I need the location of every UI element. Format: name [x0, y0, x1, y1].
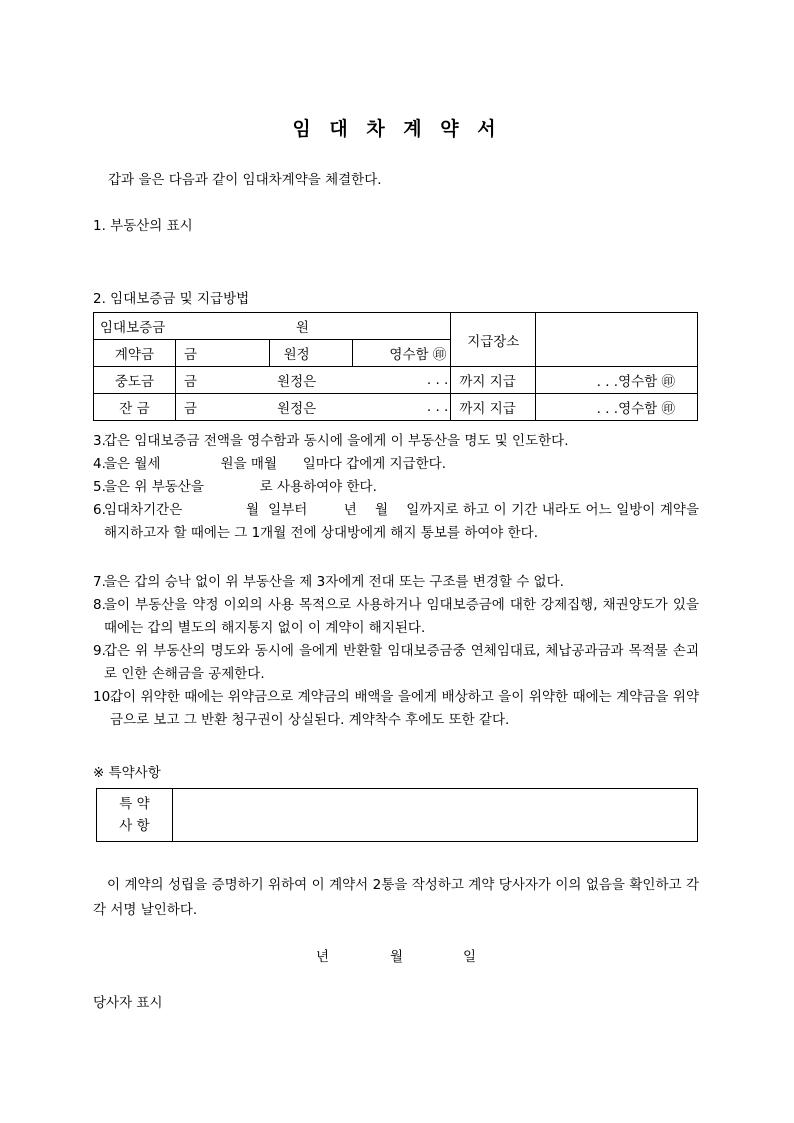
interim-geum: 금 [175, 367, 269, 394]
intro-text: 갑과 을은 다음과 같이 임대차계약을 체결한다. [108, 172, 382, 188]
clause-text: 갑은 임대보증금 전액을 영수함과 동시에 을에게 이 부동산을 명도 및 인도한다. [104, 433, 569, 449]
deposit-label: 임대보증금 [100, 320, 166, 336]
clause-text: 을은 갑의 승낙 없이 위 부동산을 제 3자에게 전대 또는 구조를 변경할 수 없다. [104, 574, 564, 590]
parties-heading: 당사자 표시 [93, 995, 163, 1011]
deposit-amount-cell [94, 313, 451, 340]
interim-until-pay: 까지 지급 [451, 367, 536, 394]
down-payment-won: 원정 [269, 340, 353, 367]
interim-date: . . . [353, 367, 451, 394]
special-terms-table [96, 788, 698, 842]
interim-payment-label: 중도금 [94, 367, 176, 394]
clause-8 [93, 594, 699, 640]
down-payment-label: 계약금 [94, 340, 176, 367]
clause-6 [93, 499, 704, 545]
clause-text: 갑이 위약한 때에는 위약금으로 계약금의 배액을 을에게 배상하고 을이 위약한 때에는 계약금을 위약금으로 보고 그 반환 청구권이 상실된다. 계약착수 후에도 또한 같다. [110, 689, 699, 728]
document-title: 임 대 차 계 약 서 [292, 118, 502, 140]
clause-4 [93, 453, 699, 476]
clause-9 [93, 640, 699, 686]
special-terms-heading: ※ 특약사항 [93, 765, 161, 781]
clause-text: 을이 부동산을 약정 이외의 사용 목적으로 사용하거나 임대보증금에 대한 강제집행, 채권양도가 있을 때에는 갑의 별도의 해지통지 없이 이 계약이 해지된다. [104, 597, 699, 636]
payment-place-label: 지급장소 [451, 313, 536, 367]
deposit-won: 원 [295, 320, 309, 336]
special-terms-content[interactable] [172, 789, 697, 842]
balance-payment-label: 잔 금 [94, 394, 176, 421]
clause-number: 7. [93, 574, 106, 590]
special-terms-label-line2: 사 항 [119, 818, 150, 834]
special-terms-label [97, 789, 173, 842]
balance-until-pay: 까지 지급 [451, 394, 536, 421]
deposit-table [93, 312, 698, 421]
date-day: 일 [463, 949, 477, 965]
section-property-heading: 1. 부동산의 표시 [93, 218, 193, 234]
clause-number: 9. [93, 643, 106, 659]
special-terms-label-line1: 특 약 [119, 796, 150, 812]
clause-5 [93, 476, 699, 499]
clause-number: 10. [93, 689, 115, 705]
clause-number: 6. [93, 502, 106, 518]
payment-place-value[interactable] [536, 313, 698, 367]
clause-number: 3. [93, 433, 106, 449]
interim-received: . . .영수함 ㊞ [536, 367, 698, 394]
clause-text: 갑은 위 부동산의 명도와 동시에 을에게 반환할 임대보증금중 연체임대료, 체납공과금과 목적물 손괴로 인한 손해금을 공제한다. [104, 643, 699, 682]
balance-geum: 금 [175, 394, 269, 421]
balance-won: 원정은 [269, 394, 353, 421]
clause-3 [93, 430, 699, 453]
interim-won: 원정은 [269, 367, 353, 394]
date-month: 월 [390, 949, 404, 965]
clause-text: 임대차기간은 월 일부터 년 월 일까지로 하고 이 기간 내라도 어느 일방이 계약을 해지하고자 할 때에는 그 1개월 전에 상대방에게 해지 통보를 하여야 한다. [104, 502, 704, 541]
date-year: 년 [316, 949, 330, 965]
closing-statement: 이 계약의 성립을 증명하기 위하여 이 계약서 2통을 작성하고 계약 당사자가 이의 없음을 확인하고 각각 서명 날인하다. [93, 877, 699, 918]
down-payment-geum: 금 [175, 340, 269, 367]
section-deposit-heading: 2. 임대보증금 및 지급방법 [93, 291, 250, 307]
clause-number: 5. [93, 479, 106, 495]
clause-7 [93, 571, 699, 594]
clause-number: 8. [93, 597, 106, 613]
balance-date: . . . [353, 394, 451, 421]
down-payment-received: 영수함 ㊞ [353, 340, 451, 367]
clause-text: 을은 위 부동산을 로 사용하여야 한다. [104, 479, 377, 495]
clause-number: 4. [93, 456, 106, 472]
clause-text: 을은 월세 원을 매월 일마다 갑에게 지급한다. [104, 456, 447, 472]
balance-received: . . .영수함 ㊞ [536, 394, 698, 421]
clause-10 [93, 686, 699, 732]
